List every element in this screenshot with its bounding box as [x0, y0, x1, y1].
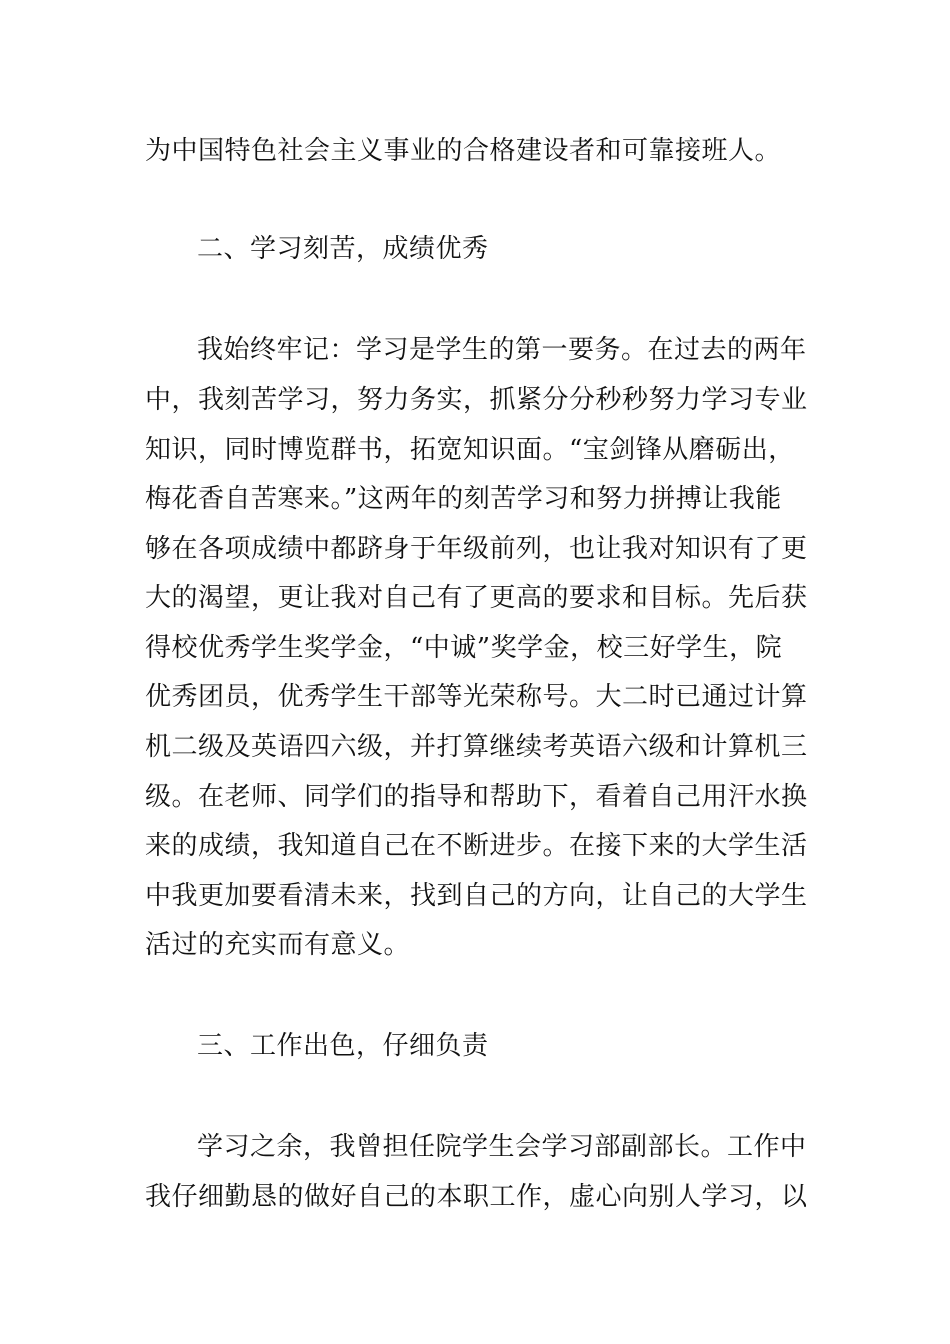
paragraph-line: 学习之余，我曾担任院学生会学习部副部长。工作中 — [197, 1132, 807, 1162]
paragraph-line: 我始终牢记：学习是学生的第一要务。在过去的两年 — [197, 335, 807, 365]
opening-line: 为中国特色社会主义事业的合格建设者和可靠接班人。 — [145, 136, 782, 166]
paragraph-line: 我仔细勤恳的做好自己的本职工作，虚心向别人学习，以 — [145, 1182, 808, 1212]
paragraph-line: 优秀团员，优秀学生干部等光荣称号。大二时已通过计算 — [145, 682, 808, 712]
paragraph-line: 来的成绩，我知道自己在不断进步。在接下来的大学生活 — [145, 831, 808, 861]
paragraph-line: 得校优秀学生奖学金，“中诚”奖学金，校三好学生，院 — [145, 633, 783, 663]
paragraph-line: 梅花香自苦寒来。”这两年的刻苦学习和努力拼搏让我能 — [145, 484, 782, 514]
paragraph-line: 级。在老师、同学们的指导和帮助下，看着自己用汗水换 — [145, 782, 808, 812]
section-3-heading: 三、工作出色，仔细负责 — [197, 1031, 489, 1061]
paragraph-line: 活过的充实而有意义。 — [145, 930, 411, 960]
paragraph-line: 知识，同时博览群书，拓宽知识面。“宝剑锋从磨砺出， — [145, 435, 795, 465]
paragraph-line: 中我更加要看清未来，找到自己的方向，让自己的大学生 — [145, 881, 808, 911]
paragraph-line: 够在各项成绩中都跻身于年级前列，也让我对知识有了更 — [145, 534, 808, 564]
section-2-heading: 二、学习刻苦，成绩优秀 — [197, 234, 489, 264]
paragraph-line: 机二级及英语四六级，并打算继续考英语六级和计算机三 — [145, 732, 808, 762]
paragraph-line: 中，我刻苦学习，努力务实，抓紧分分秒秒努力学习专业 — [145, 385, 808, 415]
paragraph-line: 大的渴望，更让我对自己有了更高的要求和目标。先后获 — [145, 583, 808, 613]
